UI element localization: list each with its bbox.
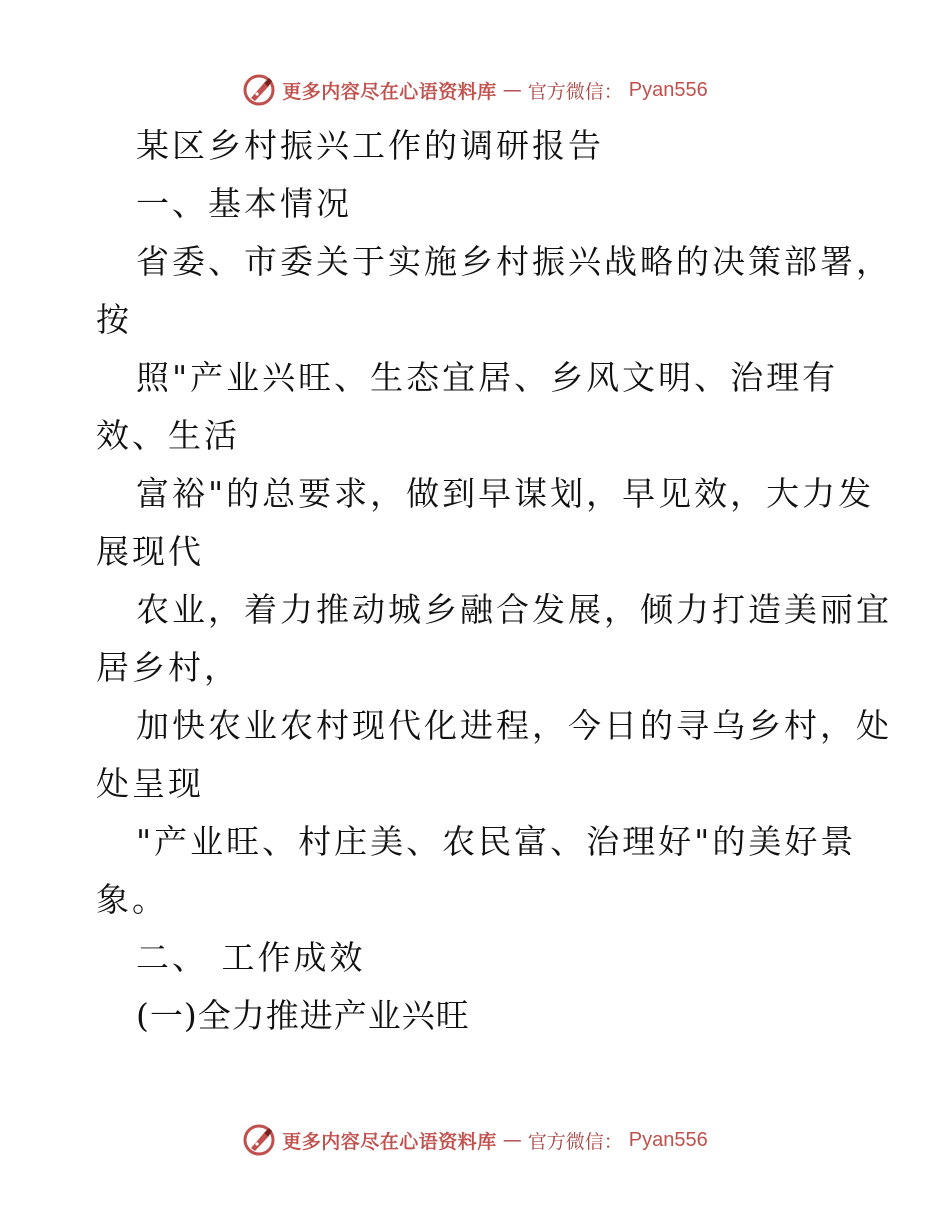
document-title: 某区乡村振兴工作的调研报告 bbox=[136, 126, 604, 165]
paragraph-line: 效、生活 bbox=[96, 416, 240, 455]
watermark-wechat-label: 官方微信： bbox=[527, 80, 623, 103]
paragraph-line: 照"产业兴旺、生态宜居、乡风文明、治理有 bbox=[136, 358, 839, 397]
watermark-dash: — bbox=[502, 79, 522, 101]
document-body bbox=[96, 117, 892, 1045]
paragraph-line: 展现代 bbox=[96, 532, 204, 571]
watermark-dash: — bbox=[502, 1129, 522, 1151]
paragraph-line: 象。 bbox=[96, 880, 168, 919]
paragraph-line: 居乡村， bbox=[96, 648, 240, 687]
subsection-heading-industry: (一)全力推进产业兴旺 bbox=[136, 996, 470, 1035]
header-watermark bbox=[0, 70, 950, 110]
watermark-text: 更多内容尽在心语资料库 bbox=[282, 80, 497, 103]
footer-watermark bbox=[0, 1120, 950, 1160]
watermark-wechat-label: 官方微信： bbox=[527, 1130, 623, 1153]
paragraph-line: 富裕"的总要求，做到早谋划，早见效，大力发 bbox=[136, 474, 875, 513]
pen-nib-logo-icon bbox=[242, 1123, 276, 1157]
watermark-text: 更多内容尽在心语资料库 bbox=[282, 1130, 497, 1153]
section-heading-basic-situation: 一、基本情况 bbox=[136, 184, 352, 223]
paragraph-line: 按 bbox=[96, 300, 132, 339]
paragraph-line: "产业旺、村庄美、农民富、治理好"的美好景 bbox=[136, 822, 857, 861]
paragraph-line: 加快农业农村现代化进程，今日的寻乌乡村，处 bbox=[136, 706, 892, 745]
paragraph-line: 处呈现 bbox=[96, 764, 204, 803]
section-heading-work-results: 二、 工作成效 bbox=[136, 938, 366, 977]
watermark-wechat-id: Pyan556 bbox=[628, 78, 708, 101]
paragraph-line: 农业，着力推动城乡融合发展，倾力打造美丽宜 bbox=[136, 590, 892, 629]
paragraph-line: 省委、市委关于实施乡村振兴战略的决策部署， bbox=[136, 242, 892, 281]
watermark-wechat-id: Pyan556 bbox=[628, 1128, 708, 1151]
pen-nib-logo-icon bbox=[242, 73, 276, 107]
